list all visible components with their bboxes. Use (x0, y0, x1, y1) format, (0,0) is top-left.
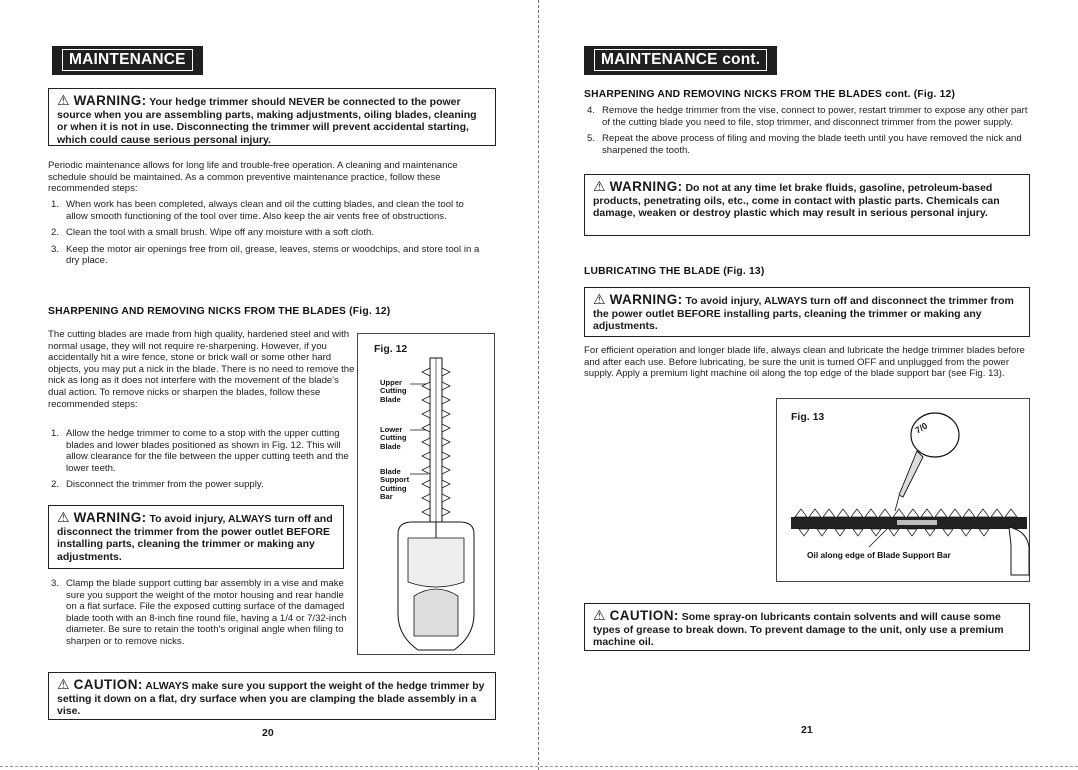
warning-box-chemicals: ⚠ WARNING: Do not at any time let brake fluids, gasoline, petroleum-based products, penetrating oils, etc., come in contact with plastic parts. Chemicals can damage, weaken or destroy plastic which may result in serious personal injury. (584, 174, 1030, 236)
callout-lower-cutting-blade: Lower Cutting Blade (380, 425, 407, 451)
oil-can-label: 7/0 (913, 420, 930, 436)
page-number: 20 (262, 727, 274, 739)
warning-triangle-icon: ⚠ (593, 291, 606, 307)
sharpening-intro: The cutting blades are made from high quality, hardened steel and with normal usage, they will not require re-sharpening. However, if you accidentally hit a wire fence, stone or brick wall or some other hard objects, you may put a nick in the blade. There is no need to remove the nick as long as it does not interfere with the movement of the blade's dual action. To remove nicks or sharpen the blades, follow these recommended steps: (48, 329, 355, 410)
callout-blade-support-bar: Blade Support Cutting Bar (380, 467, 410, 502)
hedge-trimmer-blade-drawing (358, 334, 496, 656)
warning-box-avoid-injury-right: ⚠ WARNING: To avoid injury, ALWAYS turn off and disconnect the trimmer from the power outlet BEFORE installing parts, cleaning the trimmer or making any adjustments. (584, 287, 1030, 337)
warning-triangle-icon: ⚠ (593, 607, 606, 623)
callout-upper-cutting-blade: Upper Cutting Blade (380, 378, 407, 404)
page-right (539, 0, 1078, 770)
figure-title: Fig. 13 (791, 411, 825, 423)
sharpening-step-3 (48, 578, 356, 653)
warning-triangle-icon: ⚠ (593, 178, 606, 194)
list-item: 4. Remove the hedge trimmer from the vise, connect to power, restart trimmer to expose any other part of the cutting blade you need to file, stop trimmer, and disconnect trimmer from the power supply. (587, 105, 1028, 128)
lubricating-text: For efficient operation and longer blade life, always clean and lubricate the hedge trimmer blades before and after each use. Before lubricating, be sure the unit is turned OFF and unplugged from the power supply. Apply a premium light machine oil along the top edge of the blade support bar (see Fig. 13). (584, 345, 1025, 380)
figure-12 (357, 333, 495, 655)
list-item: 5. Repeat the above process of filing and moving the blade teeth until you have removed the nick and sharpened the tooth. (587, 133, 1022, 156)
warning-triangle-icon: ⚠ (57, 92, 70, 108)
section-tab-maintenance-cont: MAINTENANCE cont. (584, 46, 777, 75)
sharpening-steps-cont (584, 105, 1030, 161)
sharpening-steps-list (48, 428, 356, 496)
list-item: 1. When work has been completed, always clean and oil the cutting blades, and clean the tool to allow smooth functioning of the tool over time. Also keep the air vents free of obstructions. (51, 199, 464, 222)
list-item: 3. Keep the motor air openings free from oil, grease, leaves, stems or woodchips, and store tool in a dry place. (51, 243, 480, 267)
figure-13 (776, 398, 1030, 582)
section-heading-sharpening-cont: SHARPENING AND REMOVING NICKS FROM THE BLADES cont. (Fig. 12) (584, 89, 956, 100)
caution-box-support-weight: ⚠ CAUTION: ALWAYS make sure you support the weight of the hedge trimmer by setting it down on a flat, dry surface when you are clamping the blade assembly in a vise. (48, 672, 496, 720)
section-heading-sharpening: SHARPENING AND REMOVING NICKS FROM THE BLADES (Fig. 12) (48, 306, 391, 317)
section-heading-lubricating: LUBRICATING THE BLADE (Fig. 13) (584, 266, 765, 277)
list-item: 2. Clean the tool with a small brush. Wipe off any moisture with a soft cloth. (51, 227, 375, 239)
figure-13-caption: Oil along edge of Blade Support Bar (807, 550, 951, 560)
list-item: 1. Allow the hedge trimmer to come to a stop with the upper cutting blades and lower blades positioned as shown in Fig. 12. This will allow clearance for the file between the upper cutting teeth and the lower teeth. (51, 428, 349, 474)
maintenance-steps-list (48, 199, 488, 272)
section-tab-maintenance: MAINTENANCE (52, 46, 203, 75)
list-item: 2. Disconnect the trimmer from the power supply. (51, 479, 264, 491)
page-number: 21 (801, 724, 813, 736)
warning-box-avoid-injury: ⚠ WARNING: To avoid injury, ALWAYS turn off and disconnect the trimmer from the power outlet BEFORE installing parts, cleaning the trimmer or making any adjustments. (48, 505, 344, 569)
warning-triangle-icon: ⚠ (57, 676, 70, 692)
warning-triangle-icon: ⚠ (57, 509, 70, 525)
warning-box-disconnect: ⚠ WARNING: Your hedge trimmer should NEVER be connected to the power source when you are assembling parts, making adjustments, oiling blades, cleaning or when it is not in use. Disconnecting the trimmer will prevent accidental starting, which could cause serious personal injury. (48, 88, 496, 146)
maintenance-intro: Periodic maintenance allows for long life and trouble-free operation. A cleaning and maintenance schedule should be maintained. As a common preventive maintenance practice, follow these recommended steps: (48, 160, 458, 195)
caution-box-lubricants: ⚠ CAUTION: Some spray-on lubricants contain solvents and will cause some types of grease to break down. To prevent damage to the unit, only use a premium machine oil. (584, 603, 1030, 651)
list-item: 3. Clamp the blade support cutting bar assembly in a vise and make sure you support the weight of the motor housing and rear handle on a flat surface. File the exposed cutting surface of the damaged blade tooth with an 8-inch fine round file, having a 1/4 or 7/32-inch diameter. Be sure to retain the tooth's original angle when filing to sharpen or to remove nicks. (51, 578, 347, 647)
figure-title: Fig. 12 (374, 343, 408, 355)
